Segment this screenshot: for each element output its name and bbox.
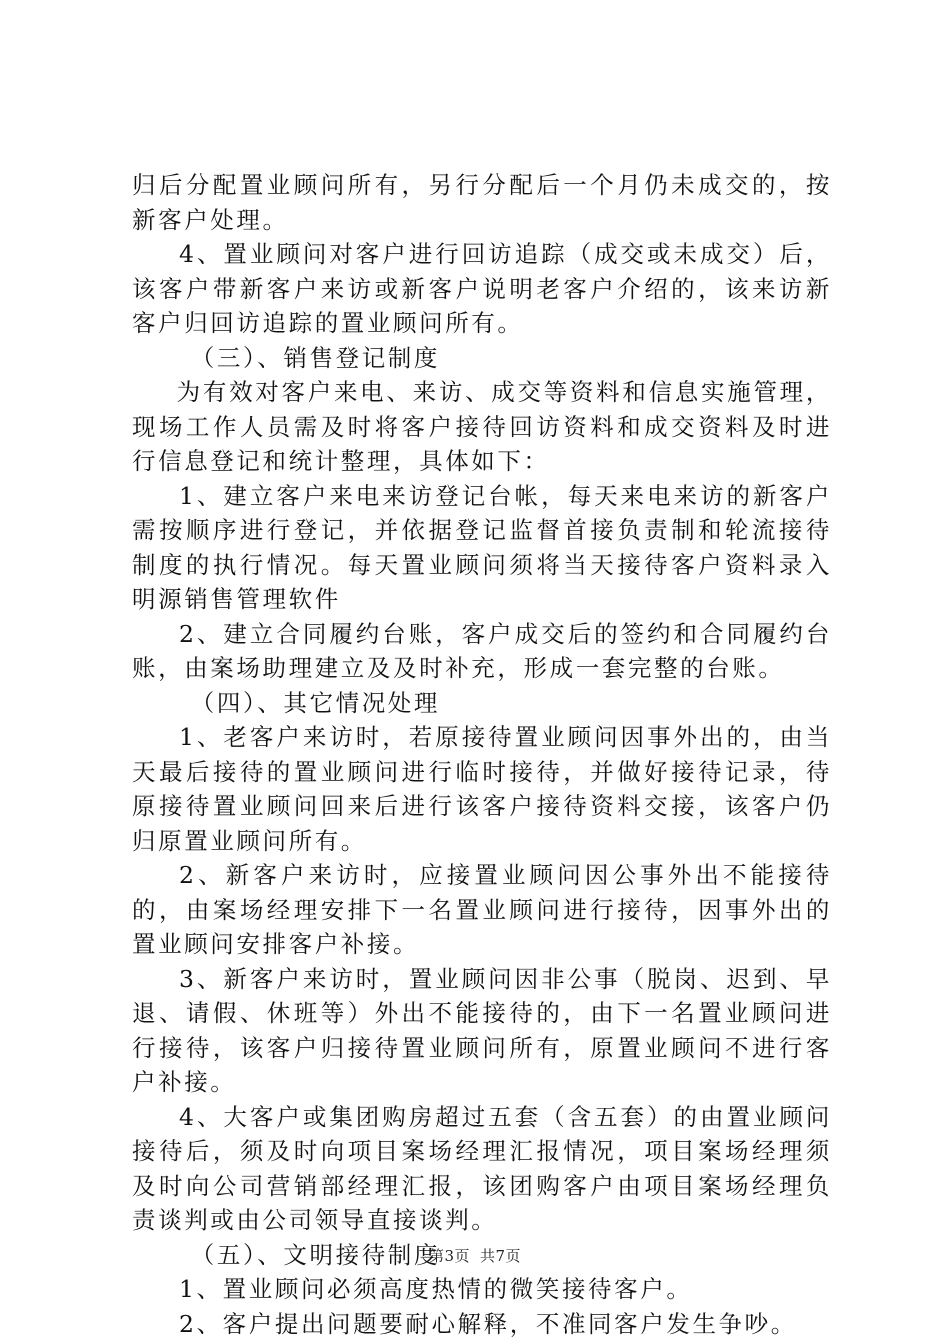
paragraph: 1、老客户来访时，若原接待置业顾问因事外出的，由当天最后接待的置业顾问进行临时接待，并做好接待记录，待原接待置业顾问回来后进行该客户接待资料交接，该客户仍归原置业顾问所有。 [132,723,832,855]
paragraph: 1、置业顾问必须高度热情的微笑接待客户。 [179,1275,693,1303]
paragraph: 归后分配置业顾问所有，另行分配后一个月仍未成交的，按新客户处理。 [132,171,832,234]
section-heading: （三）、销售登记制度 [190,343,440,372]
section-heading: （四）、其它情况处理 [190,688,440,717]
paragraph: 2、客户提出问题要耐心解释，不准同客户发生争吵。 [179,1309,797,1338]
page-number: 第3页 [428,1247,470,1265]
paragraph: 4、置业顾问对客户进行回访追踪（成交或未成交）后，该客户带新客户来访或新客户说明老客户介绍的，该来访新客户归回访追踪的置业顾问所有。 [132,240,832,337]
paragraph: 为有效对客户来电、来访、成交等资料和信息实施管理，现场工作人员需及时将客户接待回访资料和成交资料及时进行信息登记和统计整理，具体如下： [132,378,832,475]
paragraph: 3、新客户来访时，置业顾问因非公事（脱岗、迟到、早退、请假、休班等）外出不能接待的，由下一名置业顾问进行接待，该客户归接待置业顾问所有，原置业顾问不进行客户补接。 [132,964,832,1096]
page-footer [0,1245,950,1266]
paragraph: 2、新客户来访时，应接置业顾问因公事外出不能接待的，由案场经理安排下一名置业顾问进行接待，因事外出的置业顾问安排客户补接。 [132,861,832,958]
section-heading: （五）、文明接待制度 [190,1240,440,1269]
document-body [132,168,832,1341]
paragraph: 1、建立客户来电来访登记台帐，每天来电来访的新客户需按顺序进行登记，并依据登记监督首接负责制和轮流接待制度的执行情况。每天置业顾问须将当天接待客户资料录入明源销售管理软件 [132,481,832,613]
paragraph: 2、建立合同履约台账，客户成交后的签约和合同履约台账，由案场助理建立及及时补充，形成一套完整的台账。 [132,619,832,682]
paragraph: 4、大客户或集团购房超过五套（含五套）的由置业顾问接待后，须及时向项目案场经理汇报情况，项目案场经理须及时向公司营销部经理汇报，该团购客户由项目案场经理负责谈判或由公司领导直接谈判。 [132,1102,832,1234]
page-total: 共7页 [480,1247,522,1265]
